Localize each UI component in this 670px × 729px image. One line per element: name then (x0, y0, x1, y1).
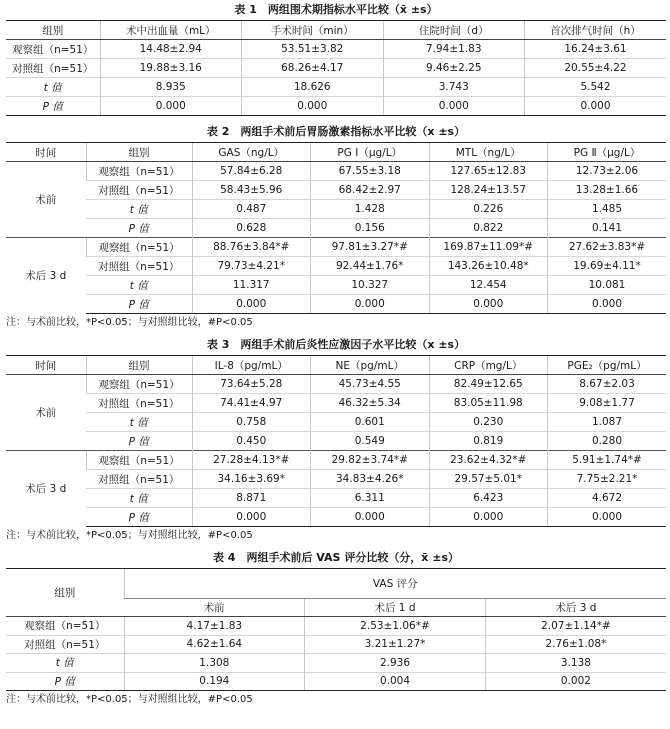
table-cell: 57.84±6.28 (192, 162, 311, 181)
table-cell: 19.69±4.11* (548, 257, 667, 276)
table-cell: 82.49±12.65 (429, 375, 548, 394)
table-cell: 143.26±10.48* (429, 257, 548, 276)
table-cell: 1.428 (311, 200, 430, 219)
row-label: t 值 (86, 413, 192, 432)
table-cell: 9.08±1.77 (548, 394, 667, 413)
table-cell: 0.000 (383, 97, 525, 116)
table2-header: GAS（ng/L） (192, 143, 311, 162)
table-cell: 12.454 (429, 276, 548, 295)
table-cell: 0.601 (311, 413, 430, 432)
table-cell: 0.000 (429, 295, 548, 314)
row-label: t 值 (86, 200, 192, 219)
table-cell: 0.004 (305, 672, 486, 691)
table-cell: 46.32±5.34 (311, 394, 430, 413)
row-label: P 值 (6, 672, 124, 691)
time-group-label: 术后 3 d (6, 451, 86, 527)
table-cell: 27.28±4.13*# (192, 451, 311, 470)
table-row (6, 97, 666, 116)
table1-header: 术中出血量（mL） (100, 21, 242, 40)
table2-caption: 表 2 两组手术前后胃肠激素指标水平比较（x ±s） (206, 125, 466, 138)
table-cell: 5.542 (525, 78, 667, 97)
table-cell: 12.73±2.06 (548, 162, 667, 181)
row-label: P 值 (86, 432, 192, 451)
table-row (6, 276, 666, 295)
time-group-label: 术后 3 d (6, 238, 86, 314)
table-cell: 0.000 (311, 295, 430, 314)
table-row (6, 238, 666, 257)
table-cell: 0.487 (192, 200, 311, 219)
row-label: t 值 (86, 276, 192, 295)
table-row (6, 635, 666, 654)
table4-header-row (6, 569, 666, 599)
table-cell: 0.002 (485, 672, 666, 691)
table4-note: 注：与术前比较，*P<0.05；与对照组比较，#P<0.05 (6, 694, 253, 705)
table4 (6, 568, 666, 691)
table3-header: PGE₂（pg/mL） (548, 356, 667, 375)
row-label: t 值 (6, 78, 100, 97)
table-cell: 0.000 (429, 508, 548, 527)
table-cell: 6.311 (311, 489, 430, 508)
table-cell: 29.82±3.74*# (311, 451, 430, 470)
time-group-label: 术前 (35, 407, 57, 419)
table-cell: 0.000 (311, 508, 430, 527)
table-cell: 1.308 (124, 654, 305, 673)
table-cell: 2.936 (305, 654, 486, 673)
table2-header: MTL（ng/L） (429, 143, 548, 162)
table-row (6, 162, 666, 181)
table2-note: 注：与术前比较，*P<0.05；与对照组比较，#P<0.05 (6, 317, 253, 328)
table-cell: 58.43±5.96 (192, 181, 311, 200)
table3-header: IL-8（pg/mL） (192, 356, 311, 375)
table1-header-row (6, 21, 666, 40)
table-cell: 0.156 (311, 219, 430, 238)
table-cell: 169.87±11.09*# (429, 238, 548, 257)
table4-span-header: VAS 评分 (124, 569, 666, 599)
table-cell: 74.41±4.97 (192, 394, 311, 413)
row-label: 对照组（n=51） (86, 181, 192, 200)
table-cell: 0.194 (124, 672, 305, 691)
table-cell: 3.743 (383, 78, 525, 97)
table2-header: 时间 (6, 143, 86, 162)
table-cell: 0.000 (525, 97, 667, 116)
table-cell: 97.81±3.27*# (311, 238, 430, 257)
table-cell: 9.46±2.25 (383, 59, 525, 78)
row-label: P 值 (86, 508, 192, 527)
table-cell: 29.57±5.01* (429, 470, 548, 489)
table-cell: 0.000 (548, 295, 667, 314)
table-row (6, 672, 666, 691)
table-row (6, 451, 666, 470)
table-cell: 1.485 (548, 200, 667, 219)
table-cell: 0.758 (192, 413, 311, 432)
row-label: 对照组（n=51） (6, 59, 100, 78)
table-cell: 0.819 (429, 432, 548, 451)
table4-caption: 表 4 两组手术前后 VAS 评分比较（分，x̄ ±s） (212, 551, 460, 564)
table-cell: 19.88±3.16 (100, 59, 242, 78)
table-cell: 27.62±3.83*# (548, 238, 667, 257)
table-row (6, 257, 666, 276)
table-cell: 8.871 (192, 489, 311, 508)
table-row (6, 219, 666, 238)
table-cell: 0.628 (192, 219, 311, 238)
table-cell: 14.48±2.94 (100, 40, 242, 59)
table1-header: 首次排气时间（h） (525, 21, 667, 40)
table-cell: 53.51±3.82 (242, 40, 384, 59)
table-cell: 92.44±1.76* (311, 257, 430, 276)
table-row (6, 59, 666, 78)
row-label: 观察组（n=51） (86, 375, 192, 394)
row-label: 观察组（n=51） (86, 162, 192, 181)
table3 (6, 355, 666, 527)
table-row (6, 470, 666, 489)
table-cell: 20.55±4.22 (525, 59, 667, 78)
table-cell: 13.28±1.66 (548, 181, 667, 200)
table-cell: 1.087 (548, 413, 667, 432)
table-cell: 0.450 (192, 432, 311, 451)
table-cell: 0.226 (429, 200, 548, 219)
table-cell: 11.317 (192, 276, 311, 295)
table-row (6, 394, 666, 413)
table-cell: 7.75±2.21* (548, 470, 667, 489)
table-cell: 0.000 (192, 508, 311, 527)
table-cell: 3.138 (485, 654, 666, 673)
row-label: 观察组（n=51） (24, 620, 106, 633)
table3-header: 组别 (86, 356, 192, 375)
row-label: 观察组（n=51） (12, 43, 94, 56)
table-cell: 0.141 (548, 219, 667, 238)
table1-header: 组别 (6, 21, 100, 40)
table-cell: 6.423 (429, 489, 548, 508)
table4-group-header: 组别 (6, 569, 124, 617)
table-cell: 2.53±1.06*# (305, 617, 486, 636)
table-cell: 8.935 (100, 78, 242, 97)
table-cell: 0.000 (100, 97, 242, 116)
table-cell: 128.24±13.57 (429, 181, 548, 200)
table1 (6, 20, 666, 116)
table-cell: 45.73±4.55 (311, 375, 430, 394)
table3-header: NE（pg/mL） (311, 356, 430, 375)
table-cell: 3.21±1.27* (305, 635, 486, 654)
table-row (6, 432, 666, 451)
table-cell: 68.26±4.17 (242, 59, 384, 78)
table-row (6, 617, 666, 636)
table3-header: CRP（mg/L） (429, 356, 548, 375)
table3-note: 注：与术前比较，*P<0.05；与对照组比较，#P<0.05 (6, 530, 253, 541)
table-row (6, 181, 666, 200)
table-cell: 4.672 (548, 489, 667, 508)
table3-header: 时间 (6, 356, 86, 375)
table-cell: 0.230 (429, 413, 548, 432)
table4-subheader: 术后 1 d (305, 599, 486, 617)
table-cell: 79.73±4.21* (192, 257, 311, 276)
table-row (6, 200, 666, 219)
table-row (6, 295, 666, 314)
table-cell: 83.05±11.98 (429, 394, 548, 413)
table-cell: 4.17±1.83 (124, 617, 305, 636)
table-cell: 0.000 (242, 97, 384, 116)
row-label: 观察组（n=51） (86, 451, 192, 470)
row-label: 对照组（n=51） (6, 635, 124, 654)
document-page (6, 0, 666, 708)
table-cell: 7.94±1.83 (383, 40, 525, 59)
row-label: 对照组（n=51） (86, 257, 192, 276)
table3-caption: 表 3 两组手术前后炎性应激因子水平比较（x ±s） (206, 338, 466, 351)
table-cell: 67.55±3.18 (311, 162, 430, 181)
table-cell: 2.07±1.14*# (485, 617, 666, 636)
table2-header: PG Ⅱ（μg/L） (548, 143, 667, 162)
table-row (6, 413, 666, 432)
table-cell: 0.000 (548, 508, 667, 527)
table-cell: 16.24±3.61 (525, 40, 667, 59)
table-cell: 10.327 (311, 276, 430, 295)
table2 (6, 142, 666, 314)
table-cell: 0.822 (429, 219, 548, 238)
row-label: t 值 (86, 489, 192, 508)
table-cell: 0.280 (548, 432, 667, 451)
table-row (6, 489, 666, 508)
row-label: 对照组（n=51） (86, 470, 192, 489)
time-group-label: 术前 (35, 194, 57, 206)
table-cell: 2.76±1.08* (485, 635, 666, 654)
table-cell: 8.67±2.03 (548, 375, 667, 394)
table-cell: 127.65±12.83 (429, 162, 548, 181)
table4-subheader: 术后 3 d (485, 599, 666, 617)
table-cell: 18.626 (242, 78, 384, 97)
table-cell: 0.549 (311, 432, 430, 451)
row-label: P 值 (6, 97, 100, 116)
table-cell: 0.000 (192, 295, 311, 314)
row-label: 观察组（n=51） (86, 238, 192, 257)
row-label: P 值 (86, 219, 192, 238)
table-cell: 10.081 (548, 276, 667, 295)
table1-header: 住院时间（d） (383, 21, 525, 40)
table-row (6, 40, 666, 59)
table-cell: 68.42±2.97 (311, 181, 430, 200)
table-row (6, 78, 666, 97)
row-label: P 值 (86, 295, 192, 314)
table-cell: 34.83±4.26* (311, 470, 430, 489)
row-label: 对照组（n=51） (86, 394, 192, 413)
table-cell: 5.91±1.74*# (548, 451, 667, 470)
table-row (6, 508, 666, 527)
table-cell: 34.16±3.69* (192, 470, 311, 489)
table-cell: 73.64±5.28 (192, 375, 311, 394)
table-row (6, 375, 666, 394)
table3-header-row (6, 356, 666, 375)
table4-subheader: 术前 (124, 599, 305, 617)
table2-header: 组别 (86, 143, 192, 162)
table1-caption: 表 1 两组围术期指标水平比较（x̄ ±s） (234, 3, 438, 16)
table-cell: 23.62±4.32*# (429, 451, 548, 470)
table2-header: PG Ⅰ（μg/L） (311, 143, 430, 162)
table-cell: 4.62±1.64 (124, 635, 305, 654)
table2-header-row (6, 143, 666, 162)
table1-header: 手术时间（min） (242, 21, 384, 40)
table-row (6, 654, 666, 673)
table-cell: 88.76±3.84*# (192, 238, 311, 257)
row-label: t 值 (6, 654, 124, 673)
